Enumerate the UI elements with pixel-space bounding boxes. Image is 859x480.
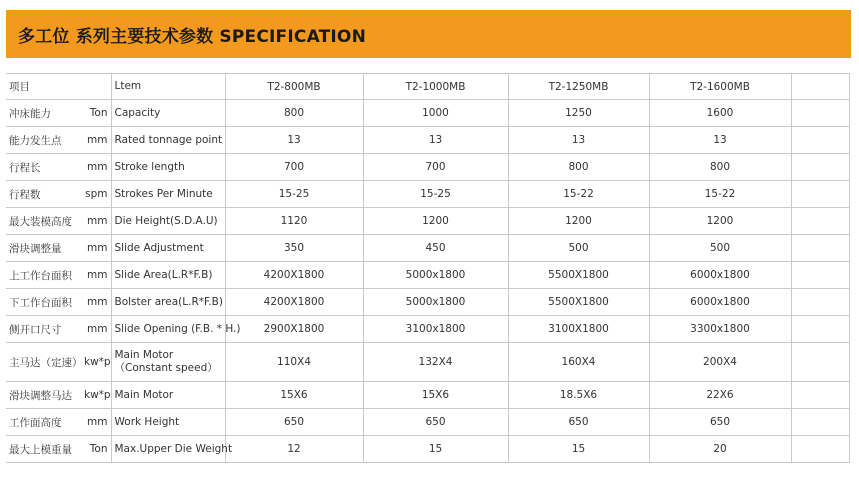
row-value: 12 [225, 436, 363, 463]
header-model: T2-1600MB [649, 74, 791, 100]
row-value: 500 [649, 235, 791, 262]
row-value: 15-22 [649, 181, 791, 208]
row-label-cn: 冲床能力 [6, 100, 81, 127]
row-unit: kw*p [81, 343, 111, 382]
table-row [6, 181, 849, 208]
row-value: 15-25 [225, 181, 363, 208]
table-row [6, 235, 849, 262]
row-value: 110X4 [225, 343, 363, 382]
row-label-cn: 下工作台面积 [6, 289, 81, 316]
row-value: 1120 [225, 208, 363, 235]
row-value: 1200 [649, 208, 791, 235]
row-value: 6000x1800 [649, 289, 791, 316]
row-unit: mm [81, 127, 111, 154]
row-value: 15X6 [225, 382, 363, 409]
row-label-cn: 侧开口尺寸 [6, 316, 81, 343]
table-row [6, 409, 849, 436]
row-unit: Ton [81, 436, 111, 463]
header-item-cn: 项目 [6, 74, 81, 100]
spec-table [6, 73, 850, 463]
row-label-cn: 滑块调整马达 [6, 382, 81, 409]
row-label-en: Main Motor （Constant speed） [111, 343, 225, 382]
row-empty-cell [791, 181, 849, 208]
row-value: 15X6 [363, 382, 508, 409]
row-label-en: Main Motor [111, 382, 225, 409]
row-empty-cell [791, 208, 849, 235]
row-label-cn: 滑块调整量 [6, 235, 81, 262]
row-label-cn: 主马达（定速） [6, 343, 81, 382]
row-label-cn: 行程长 [6, 154, 81, 181]
row-value: 3100x1800 [363, 316, 508, 343]
header-model: T2-1250MB [508, 74, 649, 100]
table-row [6, 127, 849, 154]
table-header-row [6, 74, 849, 100]
row-value: 500 [508, 235, 649, 262]
row-label-en: Die Height(S.D.A.U) [111, 208, 225, 235]
row-label-en: Max.Upper Die Weight [111, 436, 225, 463]
row-label-cn: 工作面高度 [6, 409, 81, 436]
row-label-en: Slide Area(L.R*F.B) [111, 262, 225, 289]
row-value: 3100X1800 [508, 316, 649, 343]
row-value: 13 [363, 127, 508, 154]
row-value: 15-22 [508, 181, 649, 208]
row-label-cn: 最大上模重量 [6, 436, 81, 463]
row-unit: mm [81, 262, 111, 289]
row-value: 15 [508, 436, 649, 463]
row-label-en: Bolster area(L.R*F.B) [111, 289, 225, 316]
table-row [6, 436, 849, 463]
row-label-en: Strokes Per Minute [111, 181, 225, 208]
row-label-en: Capacity [111, 100, 225, 127]
row-value: 22X6 [649, 382, 791, 409]
row-value: 650 [225, 409, 363, 436]
row-value: 1200 [508, 208, 649, 235]
row-unit: mm [81, 154, 111, 181]
row-value: 5000x1800 [363, 289, 508, 316]
row-value: 160X4 [508, 343, 649, 382]
table-row [6, 382, 849, 409]
row-value: 5000x1800 [363, 262, 508, 289]
row-value: 13 [508, 127, 649, 154]
row-empty-cell [791, 436, 849, 463]
row-unit: kw*p [81, 382, 111, 409]
row-label-en: Rated tonnage point [111, 127, 225, 154]
table-row [6, 343, 849, 382]
header-model: T2-800MB [225, 74, 363, 100]
row-empty-cell [791, 382, 849, 409]
row-label-en: Stroke length [111, 154, 225, 181]
row-value: 800 [225, 100, 363, 127]
header-bar [6, 10, 851, 58]
row-label-en: Work Height [111, 409, 225, 436]
row-value: 2900X1800 [225, 316, 363, 343]
row-value: 4200X1800 [225, 289, 363, 316]
row-value: 15-25 [363, 181, 508, 208]
page-title: 多工位 系列主要技术参数 SPECIFICATION [18, 26, 367, 47]
table-row [6, 262, 849, 289]
row-value: 4200X1800 [225, 262, 363, 289]
row-value: 700 [363, 154, 508, 181]
row-unit: Ton [81, 100, 111, 127]
table-row [6, 100, 849, 127]
row-empty-cell [791, 235, 849, 262]
header-empty-cell [791, 74, 849, 100]
row-value: 450 [363, 235, 508, 262]
header-model: T2-1000MB [363, 74, 508, 100]
row-unit: mm [81, 208, 111, 235]
row-unit: spm [81, 181, 111, 208]
row-empty-cell [791, 409, 849, 436]
row-value: 13 [649, 127, 791, 154]
row-empty-cell [791, 316, 849, 343]
row-unit: mm [81, 316, 111, 343]
row-empty-cell [791, 343, 849, 382]
table-row [6, 154, 849, 181]
row-label-en: Slide Opening (F.B. * H.) [111, 316, 225, 343]
row-value: 15 [363, 436, 508, 463]
row-label-cn: 最大装模高度 [6, 208, 81, 235]
row-empty-cell [791, 100, 849, 127]
row-value: 800 [508, 154, 649, 181]
row-empty-cell [791, 127, 849, 154]
row-value: 6000x1800 [649, 262, 791, 289]
row-label-cn: 能力发生点 [6, 127, 81, 154]
row-empty-cell [791, 289, 849, 316]
row-value: 350 [225, 235, 363, 262]
table-row [6, 208, 849, 235]
row-label-cn: 行程数 [6, 181, 81, 208]
row-value: 800 [649, 154, 791, 181]
row-value: 5500X1800 [508, 289, 649, 316]
row-value: 5500X1800 [508, 262, 649, 289]
row-value: 132X4 [363, 343, 508, 382]
row-value: 1600 [649, 100, 791, 127]
row-value: 650 [508, 409, 649, 436]
header-unit [81, 74, 111, 100]
row-value: 13 [225, 127, 363, 154]
table-row [6, 316, 849, 343]
row-label-en: Slide Adjustment [111, 235, 225, 262]
row-value: 200X4 [649, 343, 791, 382]
row-value: 20 [649, 436, 791, 463]
row-unit: mm [81, 235, 111, 262]
row-value: 1200 [363, 208, 508, 235]
row-value: 700 [225, 154, 363, 181]
row-empty-cell [791, 262, 849, 289]
row-label-cn: 上工作台面积 [6, 262, 81, 289]
row-empty-cell [791, 154, 849, 181]
row-value: 1000 [363, 100, 508, 127]
row-value: 1250 [508, 100, 649, 127]
row-value: 650 [649, 409, 791, 436]
row-unit: mm [81, 289, 111, 316]
row-value: 650 [363, 409, 508, 436]
header-item-en: Ltem [111, 74, 225, 100]
table-row [6, 289, 849, 316]
row-unit: mm [81, 409, 111, 436]
row-value: 18.5X6 [508, 382, 649, 409]
row-value: 3300x1800 [649, 316, 791, 343]
